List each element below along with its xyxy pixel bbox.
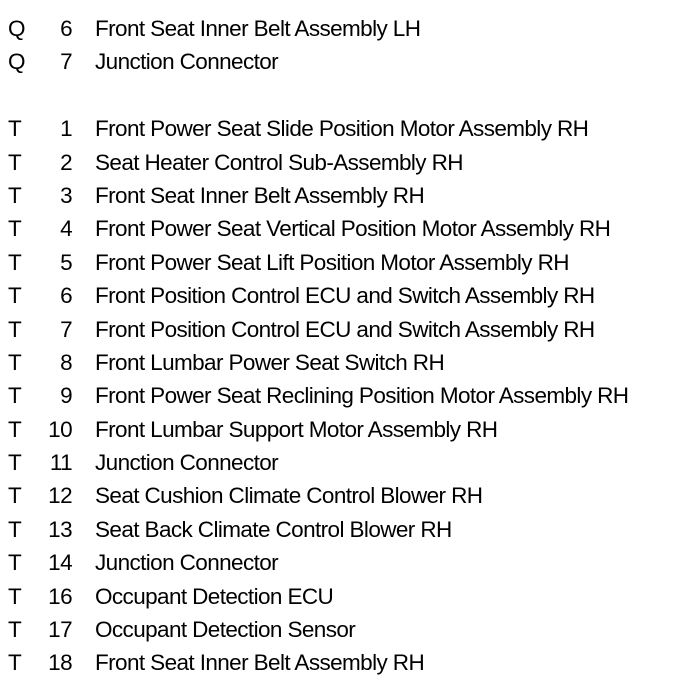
legend-row xyxy=(0,513,688,546)
legend-description: Occupant Detection ECU xyxy=(95,583,334,609)
legend-description: Front Seat Inner Belt Assembly RH xyxy=(95,182,425,208)
legend-letter: T xyxy=(8,416,22,442)
legend-row xyxy=(0,580,688,613)
legend-number: 1 xyxy=(60,116,72,142)
legend-row xyxy=(0,212,688,245)
legend-description: Front Seat Inner Belt Assembly RH xyxy=(95,650,425,676)
legend-letter: T xyxy=(8,249,22,275)
legend-row xyxy=(0,279,688,312)
component-legend xyxy=(0,12,688,680)
legend-letter: Q xyxy=(8,49,25,75)
legend-row xyxy=(0,613,688,646)
legend-number: 16 xyxy=(48,583,72,609)
legend-row xyxy=(0,446,688,479)
legend-description: Seat Heater Control Sub-Assembly RH xyxy=(95,149,463,175)
legend-row xyxy=(0,413,688,446)
legend-description: Seat Cushion Climate Control Blower RH xyxy=(95,483,483,509)
legend-letter: T xyxy=(8,383,22,409)
legend-row xyxy=(0,479,688,512)
legend-letter: T xyxy=(8,182,22,208)
legend-number: 9 xyxy=(60,383,72,409)
group-spacer xyxy=(0,79,688,112)
legend-description: Occupant Detection Sensor xyxy=(95,617,356,643)
legend-letter: T xyxy=(8,450,22,476)
legend-description: Front Lumbar Power Seat Switch RH xyxy=(95,349,445,375)
legend-letter: T xyxy=(8,283,22,309)
legend-number: 6 xyxy=(60,283,72,309)
legend-letter: T xyxy=(8,550,22,576)
legend-row xyxy=(0,546,688,579)
legend-description: Front Power Seat Lift Position Motor Assembly RH xyxy=(95,249,569,275)
legend-row xyxy=(0,646,688,679)
legend-letter: Q xyxy=(8,16,25,41)
legend-description: Front Power Seat Reclining Position Motor Assembly RH xyxy=(95,383,629,409)
legend-number: 3 xyxy=(60,182,72,208)
legend-letter: T xyxy=(8,650,22,676)
legend-description: Front Power Seat Vertical Position Motor Assembly RH xyxy=(95,216,611,242)
legend-description: Front Lumbar Support Motor Assembly RH xyxy=(95,416,498,442)
legend-letter: T xyxy=(8,316,22,342)
legend-description: Junction Connector xyxy=(95,450,279,476)
legend-letter: T xyxy=(8,349,22,375)
legend-number: 13 xyxy=(48,516,72,542)
legend-description: Seat Back Climate Control Blower RH xyxy=(95,516,452,542)
legend-number: 2 xyxy=(60,149,72,175)
legend-number: 17 xyxy=(48,617,72,643)
legend-row xyxy=(0,146,688,179)
legend-letter: T xyxy=(8,583,22,609)
legend-description: Front Power Seat Slide Position Motor Assembly RH xyxy=(95,116,589,142)
legend-letter: T xyxy=(8,149,22,175)
legend-number: 6 xyxy=(60,16,72,41)
legend-row xyxy=(0,112,688,145)
legend-row xyxy=(0,179,688,212)
legend-number: 11 xyxy=(49,450,72,476)
legend-number: 7 xyxy=(60,316,72,342)
legend-row xyxy=(0,346,688,379)
legend-number: 10 xyxy=(48,416,72,442)
legend-letter: T xyxy=(8,116,22,142)
legend-number: 7 xyxy=(60,49,72,75)
legend-description: Front Position Control ECU and Switch Assembly RH xyxy=(95,316,595,342)
legend-letter: T xyxy=(8,483,22,509)
legend-row xyxy=(0,12,688,45)
legend-letter: T xyxy=(8,516,22,542)
legend-number: 5 xyxy=(60,249,72,275)
legend-number: 12 xyxy=(48,483,72,509)
legend-number: 18 xyxy=(48,650,72,676)
legend-row xyxy=(0,246,688,279)
legend-description: Front Position Control ECU and Switch Assembly RH xyxy=(95,283,595,309)
legend-letter: T xyxy=(8,617,22,643)
legend-row xyxy=(0,45,688,78)
legend-row xyxy=(0,379,688,412)
legend-description: Junction Connector xyxy=(95,49,279,75)
legend-description: Junction Connector xyxy=(95,550,279,576)
legend-description: Front Seat Inner Belt Assembly LH xyxy=(95,16,421,41)
legend-row xyxy=(0,313,688,346)
legend-number: 14 xyxy=(48,550,72,576)
legend-number: 4 xyxy=(60,216,72,242)
legend-letter: T xyxy=(8,216,22,242)
legend-number: 8 xyxy=(60,349,72,375)
